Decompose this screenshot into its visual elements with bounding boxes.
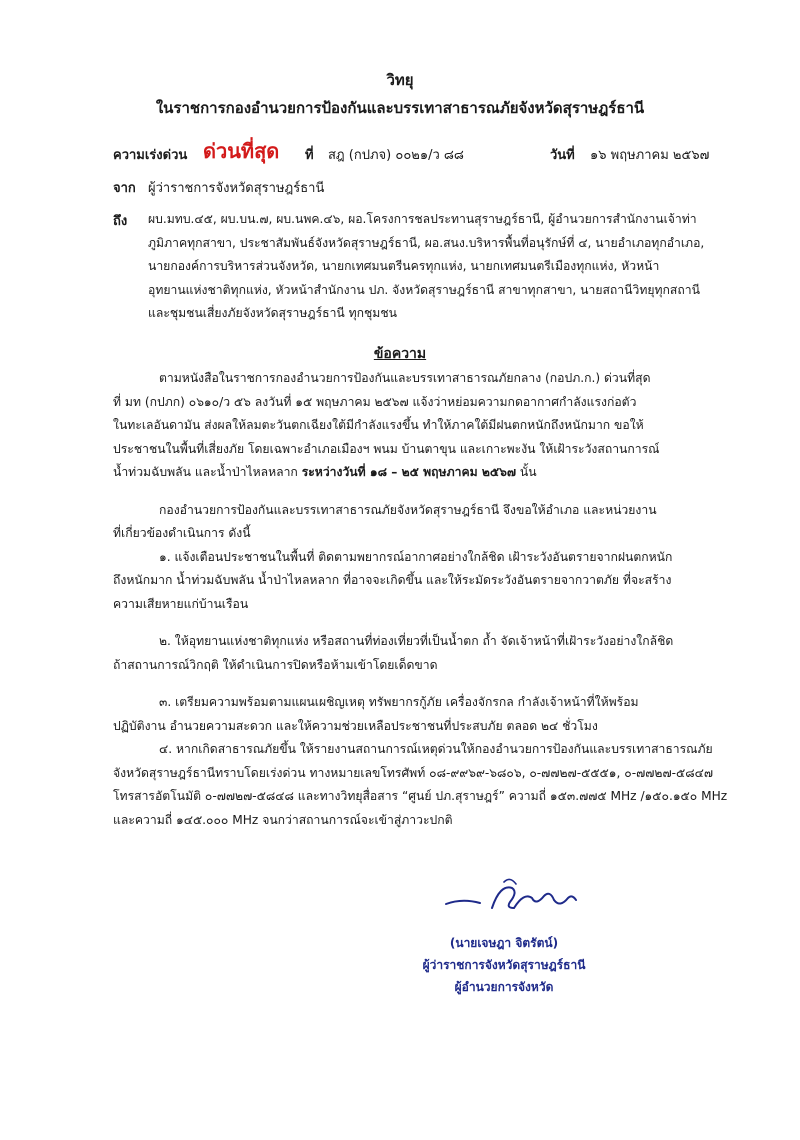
spacer xyxy=(113,677,713,691)
meta-row xyxy=(113,138,713,166)
item-line: ๒. ให้อุทยานแห่งชาติทุกแห่ง หรือสถานที่ท่องเที่ยวที่เป็นน้ำตก ถ้ำ จัดเจ้าหน้าที่เฝ้าระวังอย่างใกล้ชิด xyxy=(159,634,674,648)
document-subtitle: ในราชการกองอำนวยการป้องกันและบรรเทาสาธารณภัยจังหวัดสุราษฎร์ธานี xyxy=(155,99,645,117)
signatory-role: ผู้อำนวยการจังหวัด xyxy=(454,980,554,994)
paragraph-line: ที่ มท (กปภก) ๐๖๑๐/ว ๕๖ ลงวันที่ ๑๕ พฤษภาคม ๒๕๖๗ แจ้งว่าหย่อมความกดอากาศกำลังแรงก่อตัว xyxy=(113,394,637,409)
item-line: และความถี่ ๑๔๕.๐๐๐ MHz จนกว่าสถานการณ์จะเข้าสู่ภาวะปกติ xyxy=(113,812,453,827)
item-line: โทรสารอัตโนมัติ ๐-๗๗๒๗-๕๘๔๘ และทางวิทยุสื่อสาร “ศูนย์ ปภ.สุราษฎร์” ความถี่ ๑๕๓.๗๗๕ MHz /๑๕๐.๑๕๐ MHz xyxy=(113,789,728,803)
recipients-list xyxy=(148,208,708,326)
item-line: ถ้าสถานการณ์วิกฤติ ให้ดำเนินการปิดหรือห้ามเข้าโดยเด็ดขาด xyxy=(113,657,438,672)
date-label: วันที่ xyxy=(550,148,575,163)
document-title: วิทยุ xyxy=(386,71,414,89)
message-heading: ข้อความ xyxy=(373,346,427,362)
paragraph-line: ในทะเลอันดามัน ส่งผลให้ลมตะวันตกเฉียงใต้มีกำลังแรงขึ้น ทำให้ภาคใต้มีฝนตกหนักถึงหนักมาก ขอให้ xyxy=(113,418,644,432)
signatory-position: ผู้ว่าราชการจังหวัดสุราษฎร์ธานี xyxy=(422,958,586,972)
spacer xyxy=(113,616,713,630)
recipients-line: และชุมชนเสี่ยงภัยจังหวัดสุราษฎร์ธานี ทุกชุมชน xyxy=(148,306,397,320)
paragraph-line: ประชาชนในพื้นที่เสี่ยงภัย โดยเฉพาะอำเภอเมืองฯ พนม บ้านตาขุน และเกาะพะงัน ให้เฝ้าระวังสถานการณ์ xyxy=(113,441,660,456)
alert-period: ระหว่างวันที่ ๑๘ – ๒๕ พฤษภาคม ๒๕๖๗ xyxy=(301,465,517,479)
paragraph-line: ตามหนังสือในราชการกองอำนวยการป้องกันและบรรเทาสาธารณภัยกลาง (กอปภ.ก.) ด่วนที่สุด xyxy=(159,371,651,385)
paragraph-line xyxy=(113,461,713,485)
item-line: จังหวัดสุราษฎร์ธานีทราบโดยเร่งด่วน ทางหมายเลขโทรศัพท์ ๐๘-๙๙๖๙-๖๘๐๖, ๐-๗๗๒๗-๕๕๕๑, ๐-๗๗๒๗-๕๘๔๗ xyxy=(113,765,714,780)
reference-label: ที่ xyxy=(305,148,314,163)
recipients-line: ผบ.มทบ.๔๕, ผบ.บน.๗, ผบ.นพค.๔๖, ผอ.โครงการชลประทานสุราษฎร์ธานี, ผู้อำนวยการสำนักงานเจ้าท่า xyxy=(148,212,697,226)
urgency-value: ด่วนที่สุด xyxy=(203,139,280,163)
date-value: ๑๖ พฤษภาคม ๒๕๖๗ xyxy=(590,148,710,163)
recipients-line: นายกองค์การบริหารส่วนจังหวัด, นายกเทศมนตรีนครทุกแห่ง, นายกเทศมนตรีเมืองทุกแห่ง, หัวหน้า xyxy=(148,259,660,273)
item-line: ถึงหนักมาก น้ำท่วมฉับพลัน น้ำป่าไหลหลาก ที่อาจจะเกิดขึ้น และให้ระมัดระวังอันตรายจากวาตภัย ที่จะสร้าง xyxy=(113,573,672,587)
item-line: ปฏิบัติงาน อำนวยความสะดวก และให้ความช่วยเหลือประชาชนที่ประสบภัย ตลอด ๒๔ ชั่วโมง xyxy=(113,718,598,733)
to-label: ถึง xyxy=(113,214,128,229)
message-body xyxy=(113,367,728,832)
paragraph-line: กองอำนวยการป้องกันและบรรเทาสาธารณภัยจังหวัดสุราษฎร์ธานี จึงขอให้อำเภอ และหน่วยงาน xyxy=(159,502,657,517)
item-line: ๑. แจ้งเตือนประชาชนในพื้นที่ ติดตามพยากรณ์อากาศอย่างใกล้ชิด เฝ้าระวังอันตรายจากฝนตกหนัก xyxy=(159,549,673,564)
paragraph-text: นั้น xyxy=(516,465,537,479)
spacer xyxy=(113,485,713,499)
handwritten-signature xyxy=(440,870,580,920)
recipients-line: อุทยานแห่งชาติทุกแห่ง, หัวหน้าสำนักงาน ปภ. จังหวัดสุราษฎร์ธานี สาขาทุกสาขา, นายสถานีวิทยุทุกสถานี xyxy=(148,282,700,297)
from-label: จาก xyxy=(113,181,136,196)
from-value: ผู้ว่าราชการจังหวัดสุราษฎร์ธานี xyxy=(148,181,325,196)
signatory-name: (นายเจษฎา จิตรัตน์) xyxy=(449,936,559,950)
recipients-line: ภูมิภาคทุกสาขา, ประชาสัมพันธ์จังหวัดสุราษฎร์ธานี, ผอ.สนง.บริหารพื้นที่อนุรักษ์ที่ ๔, นายอำเภอทุกอำเภอ, xyxy=(148,235,705,250)
reference-number: สฎ (กปภจ) ๐๐๒๑/ว ๘๘ xyxy=(328,148,464,163)
item-line: ๔. หากเกิดสาธารณภัยขึ้น ให้รายงานสถานการณ์เหตุด่วนให้กองอำนวยการป้องกันและบรรเทาสาธารณภัย xyxy=(159,742,713,756)
item-line: ๓. เตรียมความพร้อมตามแผนเผชิญเหตุ ทรัพยากรกู้ภัย เครื่องจักรกล กำลังเจ้าหน้าที่ให้พร้อม xyxy=(159,695,639,709)
paragraph-line: ที่เกี่ยวข้องดำเนินการ ดังนี้ xyxy=(113,526,251,540)
item-line: ความเสียหายแก่บ้านเรือน xyxy=(113,596,249,611)
paragraph-text: น้ำท่วมฉับพลัน และน้ำป่าไหลหลาก xyxy=(113,465,302,479)
urgency-label: ความเร่งด่วน xyxy=(113,148,188,163)
